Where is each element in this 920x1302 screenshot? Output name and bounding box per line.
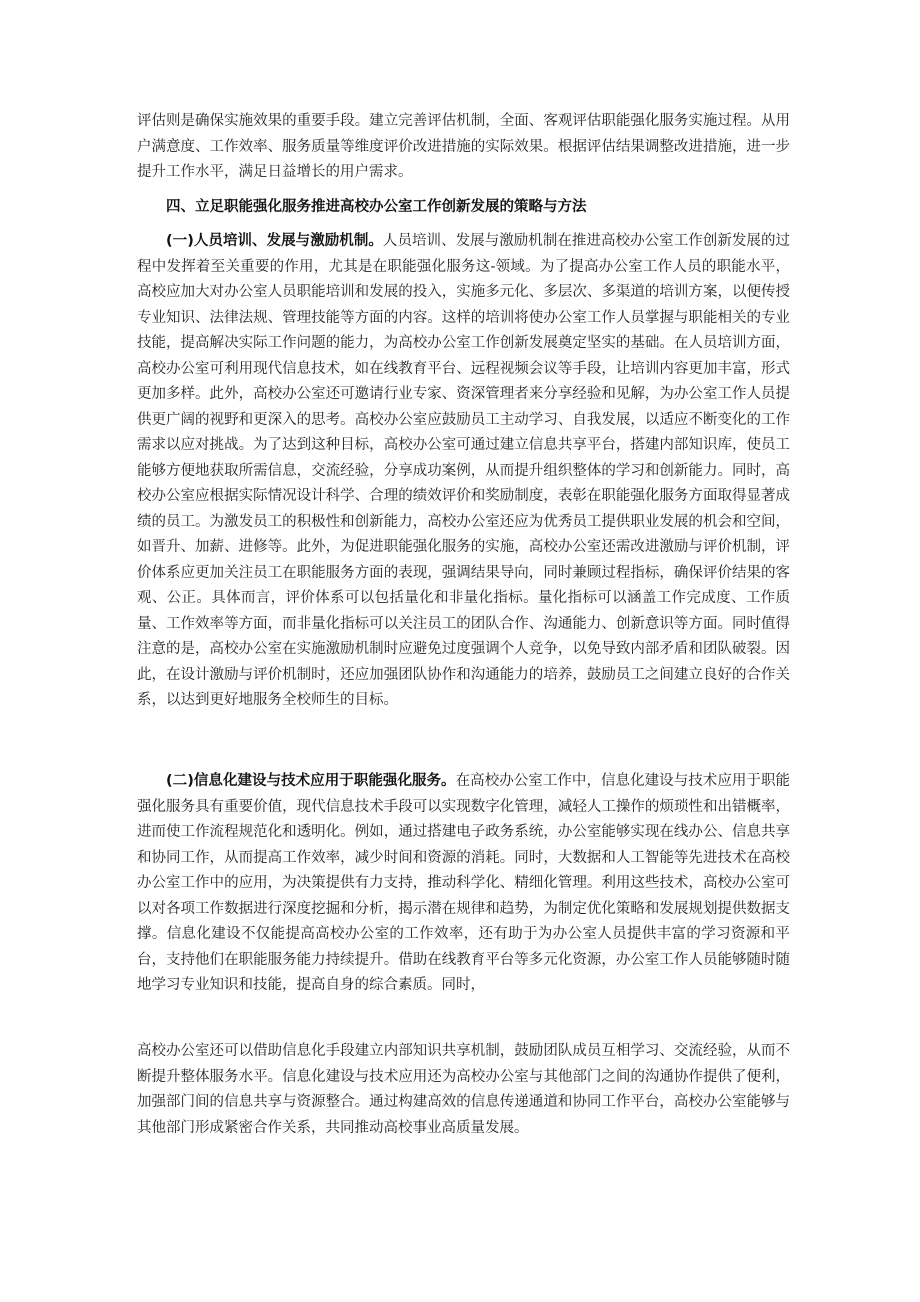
subsection-one-body: 人员培训、发展与激励机制在推进高校办公室工作创新发展的过程中发挥着至关重要的作用，尤其是在职能强化服务这-领域。为了提高办公室工作人员的职能水平，高校应加大对办公室人员职能培训和发展的投入，实施多元化、多层次、多渠道的培训方案，以便传授专业知识、法律法规、管理技能等方面的内容。这样的培训将使办公室工作人员掌握与职能相关的专业技能，提高解决实际工作问题的能力，为高校办公室工作创新发展奠定坚实的基础。在人员培训方面，高校办公室可利用现代信息技术，如在线教育平台、远程视频会议等手段，让培训内容更加丰富，形式更加多样。此外，高校办公室还可邀请行业专家、资深管理者来分享经验和见解，为办公室工作人员提供更广阔的视野和更深入的思考。高校办公室应鼓励员工主动学习、自我发展，以适应不断变化的工作需求以应对挑战。为了达到这种目标，高校办公室可通过建立信息共享平台，搭建内部知识库，使员工能够方便地获取所需信息，交流经验，分享成功案例，从而提升组织整体的学习和创新能力。同时，高校办公室应根据实际情况设计科学、合理的绩效评价和奖励制度，表彰在职能强化服务方面取得显著成绩的员工。为激发员工的积极性和创新能力，高校办公室还应为优秀员工提供职业发展的机会和空间，如晋升、加薪、进修等。此外，为促进职能强化服务的实施，高校办公室还需改进激励与评价机制，评价体系应更加关注员工在职能服务方面的表现，强调结果导向，同时兼顾过程指标，确保评价结果的客观、公正。具体而言，评价体系可以包括量化和非量化指标。量化指标可以涵盖工作完成度、工作质量、工作效率等方面，而非量化指标可以关注员工的团队合作、沟通能力、创新意识等方面。同时值得注意的是，高校办公室在实施激励机制时应避免过度强调个人竞争，以免导致内部矛盾和团队破裂。因此，在设计激励与评价机制时，还应加强团队协作和沟通能力的培养，鼓励员工之间建立良好的合作关系，以达到更好地服务全校师生的目标。 — [137, 233, 790, 708]
subsection-two-body: 在高校办公室工作中，信息化建设与技术应用于职能强化服务具有重要价值，现代信息技术手段可以实现数字化管理，减轻人工操作的烦琐性和出错概率，进而使工作流程规范化和透明化。例如，通过搭建电子政务系统，办公室能够实现在线办公、信息共享和协同工作，从而提高工作效率，减少时间和资源的消耗。同时，大数据和人工智能等先进技术在高校办公室工作中的应用，为决策提供有力支持，推动科学化、精细化管理。利用这些技术，高校办公室可以对各项工作数据进行深度挖掘和分析，揭示潜在规律和趋势，为制定优化策略和发展规划提供数据支撑。信息化建设不仅能提高高校办公室的工作效率，还有助于为办公室人员提供丰富的学习资源和平台，支持他们在职能服务能力持续提升。借助在线教育平台等多元化资源，办公室工作人员能够随时随地学习专业知识和技能，提高自身的综合素质。同时， — [137, 773, 790, 993]
section-heading: 四、立足职能强化服务推进高校办公室工作创新发展的策略与方法 — [166, 199, 587, 215]
subsection-two-title: (二)信息化建设与技术应用于职能强化服务。 — [166, 773, 456, 789]
subsection-two-paragraph — [137, 769, 790, 999]
subsection-one-title: (一)人员培训、发展与激励机制。 — [166, 233, 383, 249]
intro-paragraph: 评估则是确保实施效果的重要手段。建立完善评估机制，全面、客观评估职能强化服务实施过程。从用户满意度、工作效率、服务质量等维度评价改进措施的实际效果。根据评估结果调整改进措施，进一步提升工作水平，满足日益增长的用户需求。 — [137, 113, 790, 180]
subsection-one-paragraph — [137, 229, 790, 714]
continuation-paragraph: 高校办公室还可以借助信息化手段建立内部知识共享机制，鼓励团队成员互相学习、交流经验，从而不断提升整体服务水平。信息化建设与技术应用还为高校办公室与其他部门之间的沟通协作提供了便利，加强部门间的信息共享与资源整合。通过构建高效的信息传递通道和协同工作平台，高校办公室能够与其他部门形成紧密合作关系，共同推动高校事业高质量发展。 — [137, 1043, 790, 1136]
